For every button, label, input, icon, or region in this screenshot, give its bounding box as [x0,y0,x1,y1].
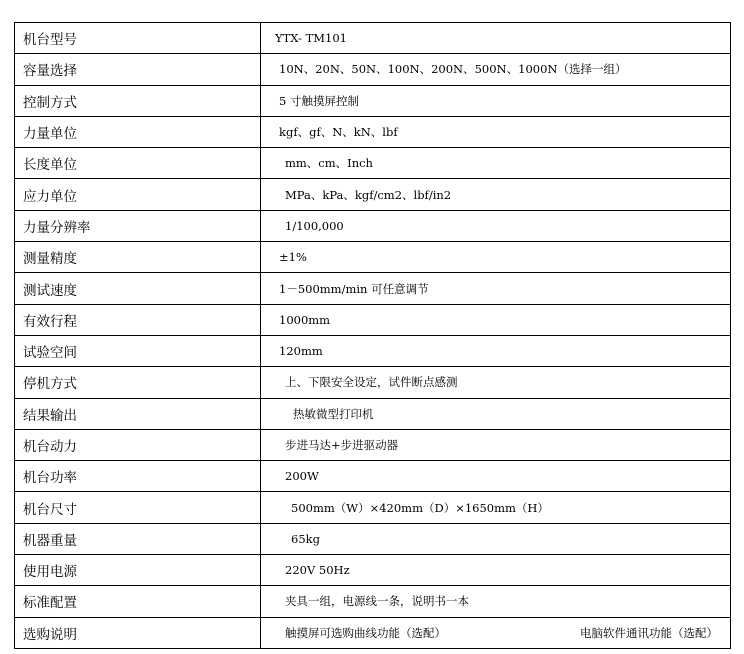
table-row [15,367,731,398]
row-value-resolution: 1/100,000 [261,210,731,241]
row-label-length-unit: 长度单位 [15,148,261,179]
table-row [15,492,731,523]
table-row [15,617,731,648]
table-row [15,523,731,554]
row-value-stop-mode: 上、下限安全设定，试件断点感测 [261,367,731,398]
row-value-output: 热敏微型打印机 [261,398,731,429]
table-row [15,85,731,116]
row-value-accuracy: ±1% [261,242,731,273]
table-row [15,555,731,586]
spec-table [14,22,731,649]
row-label-power-supply: 使用电源 [15,555,261,586]
table-row [15,179,731,210]
row-label-weight: 机器重量 [15,523,261,554]
row-label-standard-config: 标准配置 [15,586,261,617]
table-row [15,54,731,85]
row-value-model: YTX- TM101 [261,23,731,54]
table-row [15,116,731,147]
table-row [15,304,731,335]
row-value-optional [261,617,731,648]
row-label-output: 结果输出 [15,398,261,429]
table-row [15,210,731,241]
row-label-capacity: 容量选择 [15,54,261,85]
row-value-stroke: 1000mm [261,304,731,335]
row-value-power-supply: 220V 50Hz [261,555,731,586]
row-value-length-unit: mm、cm、Inch [261,148,731,179]
row-label-optional: 选购说明 [15,617,261,648]
table-row [15,586,731,617]
optional-curve-function: 触摸屏可选购曲线功能（选配） [285,625,446,640]
row-value-power-drive: 步进马达+步进驱动器 [261,429,731,460]
row-label-resolution: 力量分辨率 [15,210,261,241]
table-row [15,273,731,304]
row-label-test-speed: 测试速度 [15,273,261,304]
row-label-stress-unit: 应力单位 [15,179,261,210]
table-row [15,23,731,54]
row-label-control: 控制方式 [15,85,261,116]
row-value-wattage: 200W [261,461,731,492]
table-row [15,335,731,366]
row-label-stroke: 有效行程 [15,304,261,335]
row-value-standard-config: 夹具一组，电源线一条，说明书一本 [261,586,731,617]
table-row [15,461,731,492]
optional-pc-software: 电脑软件通讯功能（选配） [580,625,718,640]
row-label-power-drive: 机台动力 [15,429,261,460]
table-row [15,242,731,273]
row-value-capacity: 10N、20N、50N、100N、200N、500N、1000N（选择一组） [261,54,731,85]
row-value-test-space: 120mm [261,335,731,366]
row-label-model: 机台型号 [15,23,261,54]
table-row [15,429,731,460]
table-row [15,148,731,179]
table-row [15,398,731,429]
row-label-force-unit: 力量单位 [15,116,261,147]
row-value-force-unit: kgf、gf、N、kN、lbf [261,116,731,147]
row-value-dimensions: 500mm（W）×420mm（D）×1650mm（H） [261,492,731,523]
row-value-control: 5 寸触摸屏控制 [261,85,731,116]
row-label-test-space: 试验空间 [15,335,261,366]
row-label-wattage: 机台功率 [15,461,261,492]
row-label-stop-mode: 停机方式 [15,367,261,398]
row-value-test-speed: 1－500mm/min 可任意调节 [261,273,731,304]
row-label-accuracy: 测量精度 [15,242,261,273]
row-value-weight: 65kg [261,523,731,554]
row-value-stress-unit: MPa、kPa、kgf/cm2、lbf/in2 [261,179,731,210]
row-label-dimensions: 机台尺寸 [15,492,261,523]
